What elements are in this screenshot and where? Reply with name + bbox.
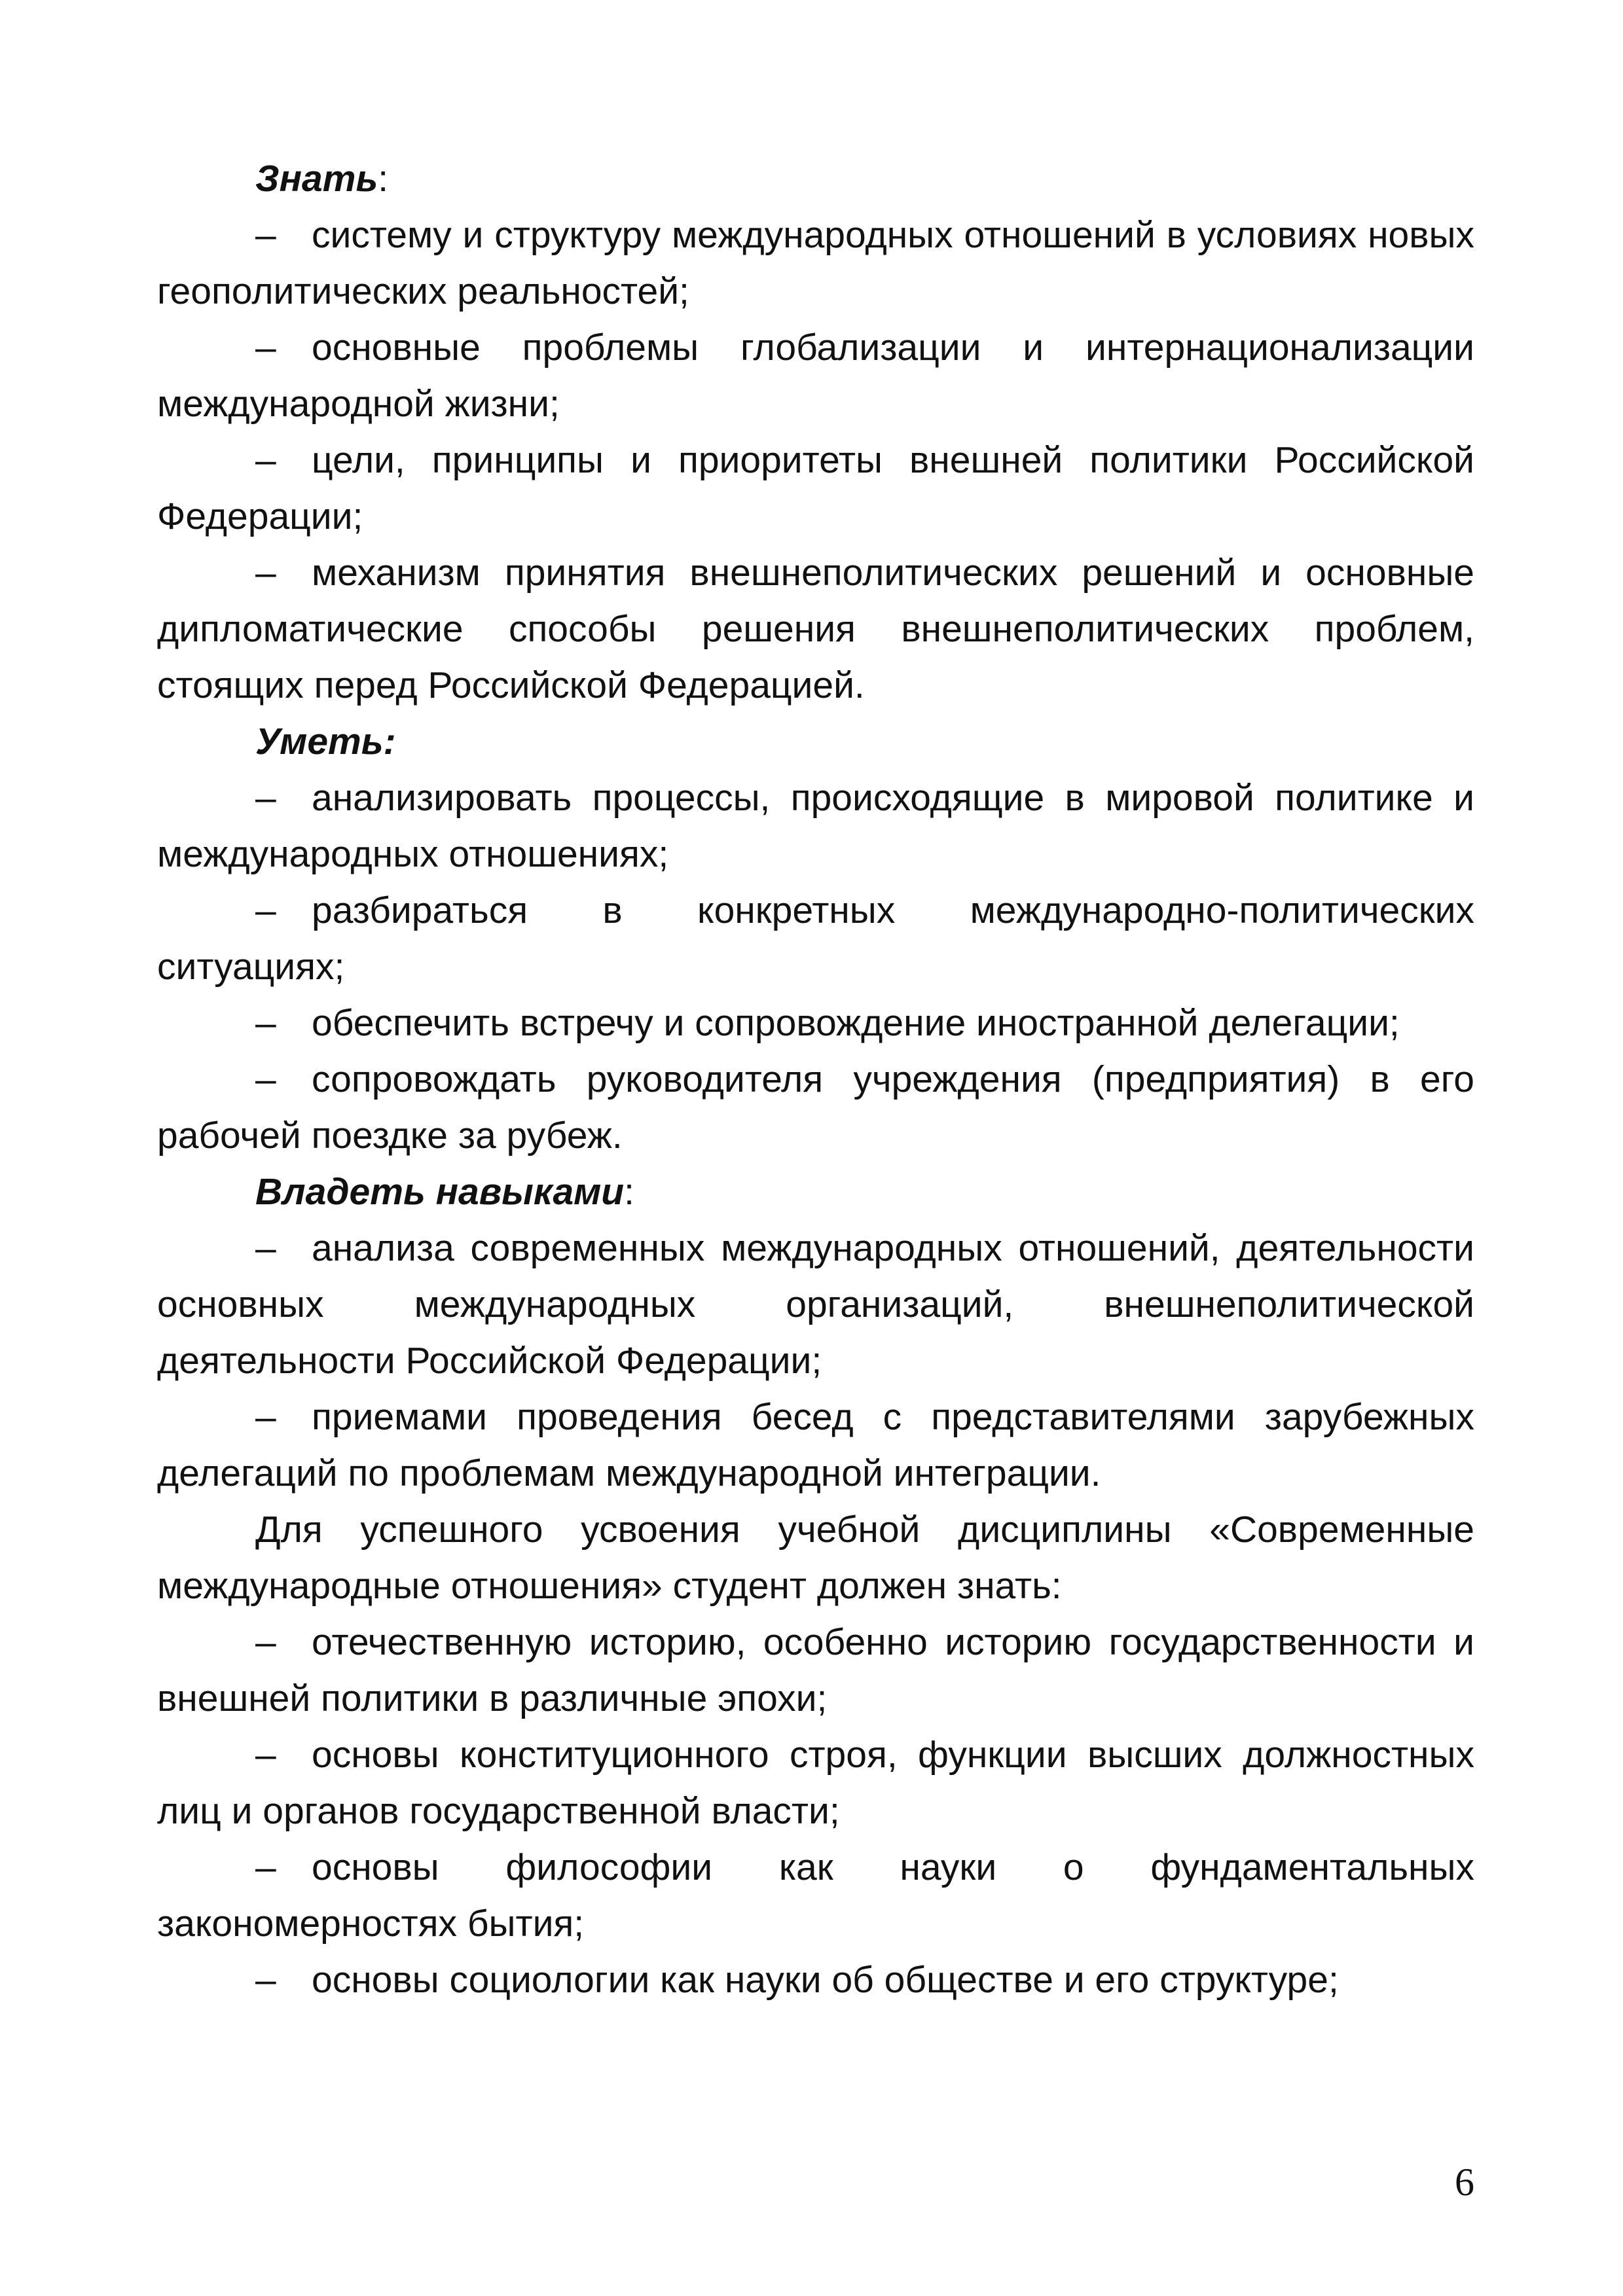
know-list	[157, 207, 1474, 713]
list-item: – отечественную историю, особенно историю государственности и внешней политики в различные эпохи;	[157, 1621, 1474, 1719]
prerequisite-list	[157, 1614, 1474, 2008]
list-item: – обеспечить встречу и сопровождение иностранной делегации;	[255, 1002, 1400, 1044]
list-item: – системy и структуру международных отношений в условиях новых геополитических реальностей;	[157, 214, 1474, 312]
section-heading-know: Знать:	[255, 158, 389, 200]
list-item: – анализа современных международных отношений, деятельности основных международных организаций, внешнеполитической деятельности Российской Федерации;	[157, 1227, 1474, 1382]
list-item: – сопровождать руководителя учреждения (предприятия) в его рабочей поездке за рубеж.	[157, 1058, 1474, 1157]
page-number: 6	[1455, 2161, 1474, 2204]
section-heading-able: Уметь:	[255, 721, 396, 762]
list-item: – разбираться в конкретных международно-политических ситуациях;	[157, 889, 1474, 988]
list-item: – механизм принятия внешнеполитических решений и основные дипломатические способы решения внешнеполитических проблем, стоящих перед Российской Федерацией.	[157, 552, 1474, 706]
list-item: – анализировать процессы, происходящие в мировой политике и международных отношениях;	[157, 777, 1474, 875]
list-item: – основные проблемы глобализации и интернационализации международной жизни;	[157, 327, 1474, 425]
able-list	[157, 770, 1474, 1164]
list-item: – цели, принципы и приоритеты внешней политики Российской Федерации;	[157, 439, 1474, 537]
document-page	[157, 151, 1474, 2008]
list-item: – основы социологии как науки об обществе и его структуре;	[255, 1959, 1339, 2001]
section-heading-skills: Владеть навыками:	[255, 1171, 634, 1213]
list-item: – приемами проведения бесед с представителями зарубежных делегаций по проблемам международной интеграции.	[157, 1396, 1474, 1494]
list-item: – основы философии как науки о фундаментальных закономерностях бытия;	[157, 1846, 1474, 1945]
intro-paragraph: Для успешного усвоения учебной дисциплины «Современные международные отношения» студент должен знать:	[157, 1509, 1474, 1607]
skills-list	[157, 1220, 1474, 1501]
list-item: – основы конституционного строя, функции высших должностных лиц и органов государственной власти;	[157, 1734, 1474, 1832]
